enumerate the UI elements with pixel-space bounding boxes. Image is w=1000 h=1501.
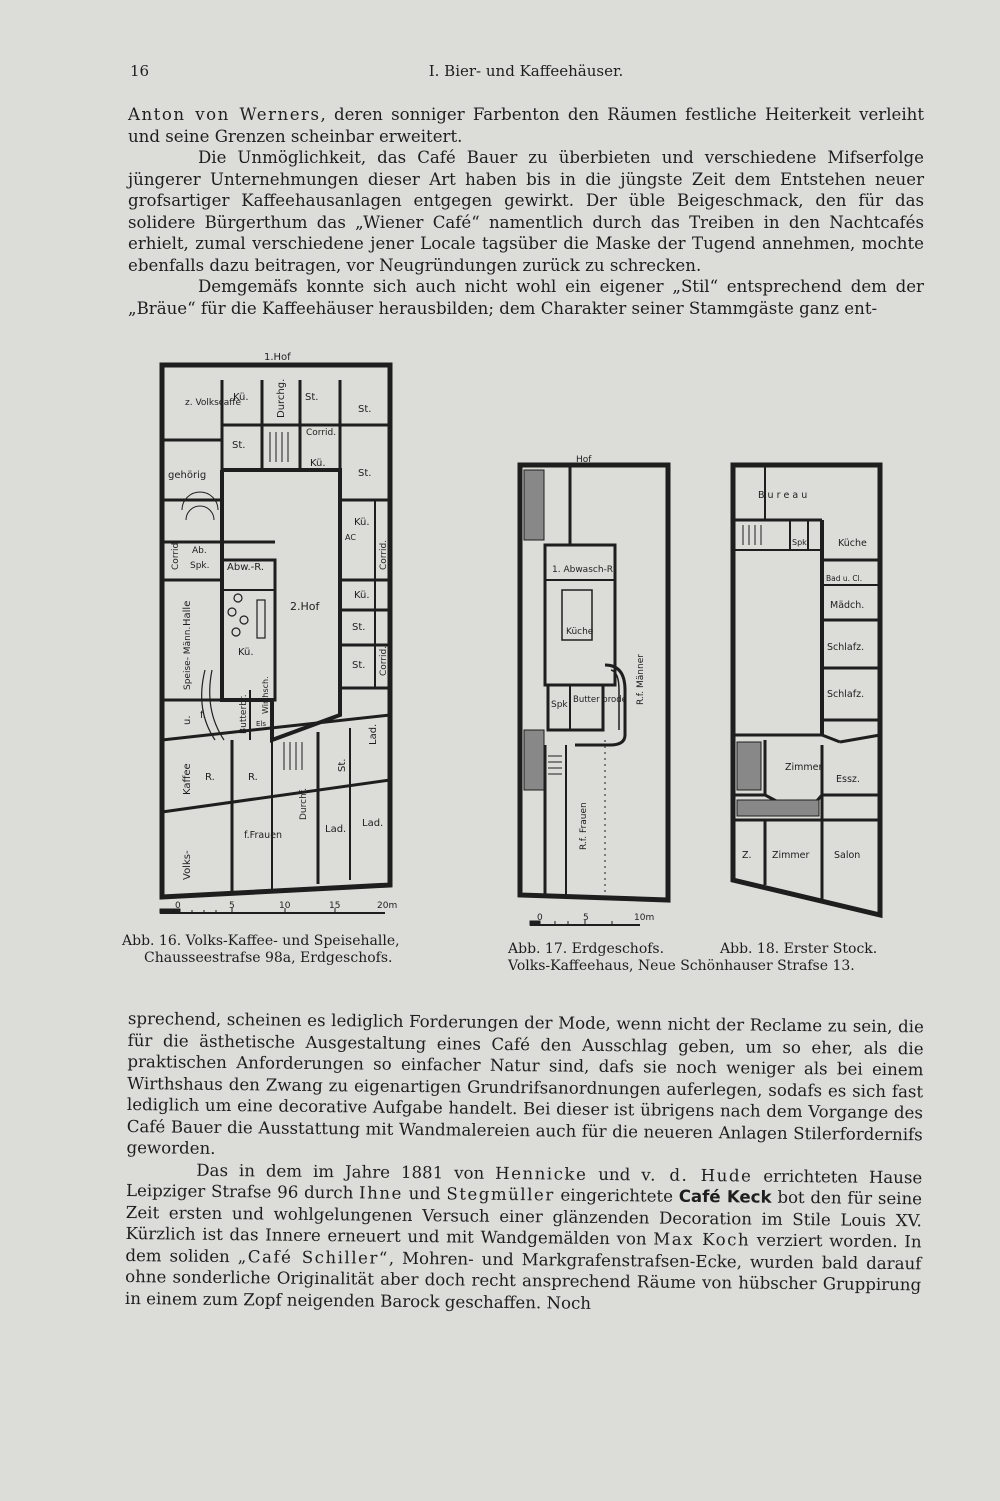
- fig16-label-r-2: R.: [248, 772, 258, 783]
- fig16-label-r-1: R.: [205, 772, 215, 783]
- fig16-label-kue-5: Kü.: [238, 647, 254, 658]
- fig17-label-abwasch: 1. Abwasch-R.: [552, 565, 616, 575]
- fig16-label-st-5: St.: [352, 622, 366, 633]
- fig16-label-u: u.: [182, 715, 193, 725]
- cafe-keck: Café Keck: [678, 1186, 772, 1207]
- p5-text-f: bot den für seine Zeit ersten und wohlgelungenen Versuch einer glänzenden Decoration im Stile Louis XV. Kürzlich ist das Innere erneuert und mit Wandgemälden von: [125, 1187, 923, 1249]
- fig17-label-kueche: Küche: [566, 627, 594, 637]
- fig18-label-essz: Essz.: [836, 774, 860, 785]
- fig16-label-spk: Spk.: [190, 561, 210, 571]
- fig16-label-z-volkscaffe: z. Volkscaffe: [185, 398, 242, 408]
- fig16-label-durchg: Durchg.: [276, 378, 287, 418]
- fig16-label-kue-2: Kü.: [310, 458, 326, 469]
- fig16-label-corrid-3: Corrid.: [379, 645, 389, 676]
- fig16-label-corrid-1: Corrid.: [306, 428, 337, 438]
- name-ihne: Ihne: [359, 1183, 403, 1203]
- fig16-scale-bar: [160, 908, 385, 913]
- caption-abb-17-18-line-1: [508, 941, 908, 958]
- fig16-label-durchf: Durchf.: [299, 787, 309, 820]
- fig16-label-kaffee: Kaffee: [182, 763, 193, 795]
- fig18-label-zimmer-top: Zimmer: [785, 762, 823, 773]
- fig16-label-gehoerig: gehörig: [168, 470, 207, 481]
- p5-text-c: errichteten Hause Leipziger Strafse 96 durch: [125, 1166, 923, 1203]
- fig16-scale-15: 15: [329, 901, 341, 911]
- fig16-label-wirthsch: Wirthsch.: [261, 676, 270, 714]
- paragraph-3: Demgemäfs konnte sich auch nicht wohl ein eigener „Stil“ entsprechend dem der „Bräue“ für die Kaffeehäuser herausbilden; dem Charakter seiner Stammgäste ganz ent-: [128, 277, 924, 318]
- p5-text-g: verziert worden. In dem soliden: [125, 1230, 922, 1266]
- fig16-label-lad-2: Lad.: [325, 824, 347, 835]
- caption-abb-17: Abb. 17. Erdgeschofs.: [508, 941, 665, 957]
- fig16-label-lad-3: Lad.: [362, 818, 384, 829]
- fig18-label-z: Z.: [742, 850, 752, 861]
- fig18-label-schlafz-2: Schlafz.: [827, 689, 865, 700]
- name-anton-von-werners: Anton von Werners: [128, 105, 321, 124]
- fig18-label-salon: Salon: [834, 850, 861, 861]
- fig17-label-r-f-frauen: R.f. Frauen: [579, 802, 589, 850]
- fig16-label-corrid-4: Corrid.: [171, 539, 181, 570]
- floor-plan-figures: [0, 340, 1000, 1000]
- name-hennicke: Hennicke: [495, 1163, 588, 1184]
- fig17-label-butterbrode: Butter brode: [573, 695, 627, 705]
- paragraph-2: Die Unmöglichkeit, das Café Bauer zu überbieten und verschiedene Mifserfolge jüngerer Unternehmungen dieser Art haben bis in die jüngste Zeit dem Entstehen neuer grofsartiger Kaffeehausanlagen entgegen gewirkt. Der üble Beigeschmack, den für das solidere Bürgerthum das „Wiener Café“ namentlich durch das Treiben in den Nachtcafés erhielt, zumal verschiedene jener Locale tagsüber die Maske der Tugend annehmen, mochte ebenfalls dazu beitragen, vor Neugründungen zurück zu schrecken.: [128, 148, 924, 275]
- fig17-scale-5: 5: [583, 913, 589, 923]
- fig18-label-zimmer-bottom: Zimmer: [772, 850, 810, 861]
- p5-text-a: Das in dem im Jahre 1881 von: [196, 1160, 496, 1183]
- caption-abb-16-line-2: Chausseestrafse 98a, Erdgeschofs.: [144, 950, 393, 966]
- top-text-block: [128, 104, 924, 319]
- fig16-label-f: f.: [200, 710, 206, 721]
- fig16-label-speise-maenn: Speise- Männ.: [183, 626, 193, 690]
- caption-abb-17-18-line-2: Volks-Kaffeehaus, Neue Schönhauser Strafse 13.: [508, 958, 855, 974]
- caption-abb-18: Abb. 18. Erster Stock.: [720, 941, 878, 957]
- page-number: 16: [130, 62, 150, 80]
- paragraph-5: [125, 1158, 923, 1317]
- fig18-label-kueche: Küche: [838, 538, 867, 549]
- page-header: [128, 62, 924, 88]
- fig18-label-bad-cl: Bad u. Cl.: [826, 574, 863, 583]
- fig16-scale-20m: 20m: [377, 901, 398, 911]
- fig17-label-hof: Hof: [576, 455, 592, 465]
- fig16-label-st-1: St.: [305, 392, 319, 403]
- name-stegmueller: Stegmüller: [446, 1184, 555, 1205]
- fig16-label-f-frauen: f.Frauen: [244, 830, 283, 841]
- fig18-label-spk: Spk: [792, 538, 807, 547]
- name-v-d-hude: v. d. Hude: [641, 1164, 753, 1186]
- fig16-label-st-3: St.: [232, 440, 246, 451]
- fig16-label-corrid-2: Corrid.: [379, 539, 389, 570]
- fig18-label-bureau: B u r e a u: [758, 490, 808, 501]
- fig16-label-kue-3: Kü.: [354, 517, 370, 528]
- fig16-label-halle: Halle: [182, 600, 193, 626]
- paragraph-1-text: , deren sonniger Farbenton den Räumen festliche Heiterkeit verleiht und seine Grenzen scheinbar erweitert.: [128, 105, 924, 146]
- fig16-label-st-6: St.: [352, 660, 366, 671]
- fig17-label-r-f-maenner: R.f. Männer: [636, 654, 646, 705]
- p5-text-b: und: [587, 1164, 642, 1184]
- fig16-scale-0: 0: [175, 901, 181, 911]
- fig16-label-hof2: 2.Hof: [290, 600, 320, 613]
- fig16-label-lad-1: Lad.: [368, 723, 379, 745]
- fig16-label-st-4: St.: [358, 468, 372, 479]
- fig18-label-schlafz-1: Schlafz.: [827, 642, 865, 653]
- fig17-scale-0: 0: [537, 913, 543, 923]
- caption-abb-17-18: [508, 941, 908, 975]
- fig16-label-hof1: 1.Hof: [264, 352, 291, 363]
- fig16-label-st-2: St.: [358, 404, 372, 415]
- fig16-scale-5: 5: [229, 901, 235, 911]
- p5-text-d: und: [402, 1183, 447, 1204]
- fig16-label-butterbr: Butterbr.: [239, 694, 249, 734]
- paragraph-4: sprechend, scheinen es lediglich Forderungen der Mode, wenn nicht der Reclame zu sein, die für die ästhetische Ausgestaltung eines Café den Ausschlag geben, um so eher, als die praktischen Anforderungen so einfacher Natur sind, dafs sie noch weniger als bei einem Wirthshaus den Zwang zu eigenartigen Grundrifsanordnungen auferlegen, sodafs es sich fast lediglich um eine decorative Aufgabe handelt. Bei dieser ist übrigens nach dem Vorgange des Café Bauer die Ausstattung mit Wandmalereien auch für die neueren Anlagen Stilerfordernifs geworden.: [126, 1008, 924, 1158]
- fig17-scale-10m: 10m: [634, 913, 655, 923]
- running-title: I. Bier- und Kaffeehäuser.: [428, 62, 624, 80]
- fig16-label-els: Els: [256, 720, 267, 728]
- figure-16-labels: [168, 352, 389, 880]
- fig16-label-ab: Ab.: [192, 546, 207, 556]
- fig16-label-abw-r: Abw.-R.: [227, 562, 265, 573]
- fig16-label-kue-4: Kü.: [354, 590, 370, 601]
- fig16-scale-10: 10: [279, 901, 291, 911]
- cafe-schiller: „Café Schiller“: [237, 1246, 389, 1268]
- fig16-label-kue-1: Kü.: [233, 392, 249, 403]
- caption-abb-16: [122, 933, 452, 967]
- caption-abb-16-line-1: Abb. 16. Volks-Kaffee- und Speisehalle,: [122, 933, 400, 949]
- fig16-label-st-7: St.: [337, 758, 348, 772]
- p5-text-e: eingerichtete: [554, 1185, 679, 1206]
- p5-text-h: , Mohren- und Markgrafenstrafsen-Ecke, wurden bald darauf ohne sonderliche Originalität aber doch recht ansprechend Räume von hübscher Gruppirung in einem zum Zopf neigenden Barock geschaffen. Noch: [124, 1248, 922, 1313]
- name-max-koch: Max Koch: [653, 1229, 751, 1250]
- paragraph-1: [128, 104, 924, 147]
- fig16-label-volks: Volks-: [182, 850, 193, 880]
- bottom-text-block: [125, 1008, 924, 1317]
- fig18-label-maedch: Mädch.: [830, 600, 865, 611]
- fig16-label-ac: AC: [345, 533, 356, 542]
- fig17-label-spk: Spk: [551, 700, 568, 710]
